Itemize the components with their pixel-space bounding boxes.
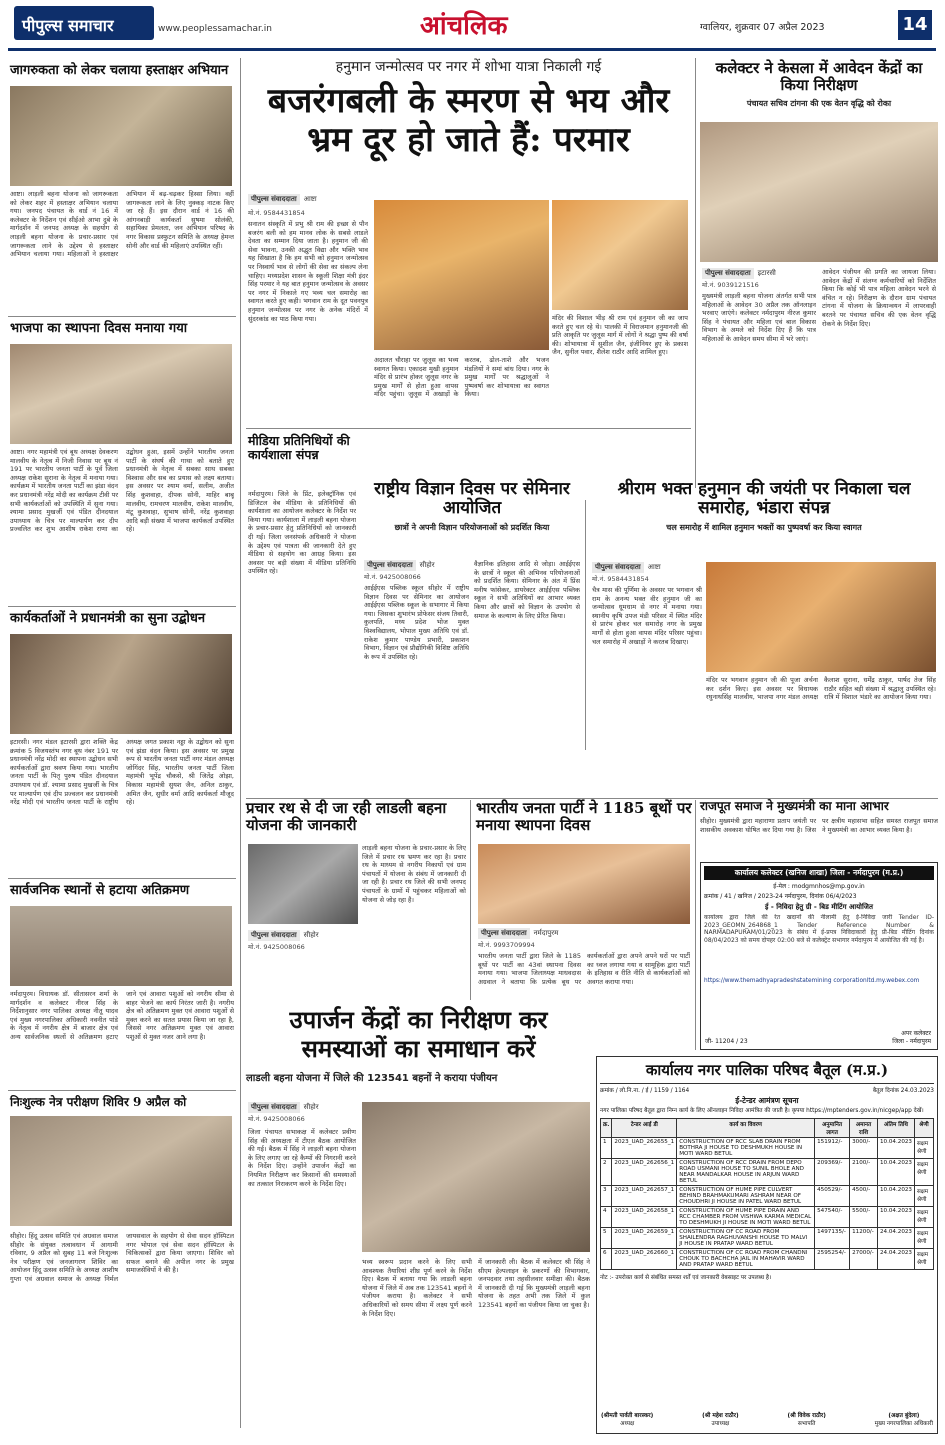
tender-table-cell: 24.04.2023	[877, 1228, 914, 1249]
tender-table-cell: 450529/-	[815, 1186, 850, 1207]
article-signature-campaign	[8, 60, 236, 320]
tender-table-row	[601, 1207, 934, 1228]
tender-table-cell: 2023_UAD_262658_1	[612, 1207, 677, 1228]
article-text: आईईएस पब्लिक स्कूल सीहोर में राष्ट्रीय विज्ञान दिवस पर सेमिनार का आयोजन आईईएस पब्लिक स्कूल के सभागार में किया गया। जिसका शुभारंभ प्रोफेसर संजय तिवारी, कुलपति, मध्य प्रदेश भोज मुक्त विश्वविद्यालय, भोपाल मुख्य अतिथि एवं डॉ. राकेश कुमार पाण्डेय प्रभारी, प्रकाशन विभाग, विज्ञान एवं प्रौद्योगिकी विशिष्ट अतिथि के रूप में उपस्थित रहे।	[364, 584, 469, 661]
lead-text: सनातन संस्कृति में प्रभु श्री राम की इच्छा से पौन बजरंग बली को हम मानव लोक के सबसे लाडले देवता का सम्मान दिया जाता है। हनुमान जी की सेवा भावना, उनकी अद्भुत विद्या और भक्ति भाव यह सिखाता है कि हम सभी को हनुमान जन्मोत्सव पर निस्वार्थ भाव से लोगों की सेवा का संकल्प लेना चाहिए। मध्यप्रदेश शासन के स्कूली शिक्षा मंत्री इंदर सिंह परमार ने यह बात हनुमान जन्मोत्सव के अवसर पर नगर में निकाले गए भव्य चल समारोह का स्वागत करते हुए कही। भगवान राम के दूत पवनपुत्र हनुमान जन्मोत्सव पर नगर के अनेक मंदिरों में सुंदरकांड का पाठ किया गया।	[248, 220, 368, 323]
byline-reporter: पीपुल्स संवाददाता	[702, 268, 754, 279]
col-header: कार्य का विवरण	[677, 1119, 815, 1138]
tender-table-cell: 3000/-	[850, 1138, 878, 1159]
tender-table-cell: CONSTRUCTION OF RCC SLAB DRAIN FROM BOTHRA JI HOUSE TO DESHMUKH HOUSE IN MOTI WARD BETUL	[677, 1138, 815, 1159]
article-science-day	[362, 480, 582, 780]
byline-mobile: मो.नं. 9425008066	[248, 1115, 305, 1123]
tender-table-row	[601, 1249, 934, 1270]
byline-place: सीहोर	[419, 561, 435, 569]
article-text-2: वैज्ञानिक इतिहास आदि से जोड़ा। आईईएस के छात्रों ने स्कूल की अभिनव परियोजनाओं को प्रदर्शित किया। सेमिनार के अंत में प्रिंस मनीष फांसेकर, डायरेक्टर आईईएस पब्लिक स्कूल ने सभी अतिथियों का आभार व्यक्त किया और छात्रों को विज्ञान के उपयोग से समाज के कल्याण के लिए प्रेरित किया।	[474, 560, 580, 620]
headline: कार्यकर्ताओं ने प्रधानमंत्री का सुना उद्बोधन	[10, 611, 206, 626]
tender-table-cell: 10.04.2023	[877, 1138, 914, 1159]
tender-table-cell: 6	[601, 1249, 612, 1270]
column-divider	[470, 800, 471, 1000]
byline-place: आष्टा	[303, 195, 317, 203]
photo-procession-2	[552, 200, 688, 310]
tender-table-cell: 27000/-	[850, 1249, 878, 1270]
article-pm-address	[8, 608, 236, 880]
byline-reporter: पीपुल्स संवाददाता	[248, 1102, 300, 1113]
subheadline: छात्रों ने अपनी विज्ञान परियोजनाओं को प्रदर्शित किया	[394, 523, 550, 533]
article-text-3: में जानकारी ली। बैठक में कलेक्टर श्री सिंह ने सीएम हेल्पलाइन के प्रकरणों की विभागवार, जनपदवार तथा तहसीलवार समीक्षा की। बैठक में जानकारी दी गई कि मुख्यमंत्री लाड़ली बहना योजना के तहत अभी तक जिले में कुल 123541 बहनों का पंजीयन किया जा चुका है।	[478, 1258, 590, 1309]
byline	[364, 560, 435, 571]
photo-collector-inspection	[700, 122, 938, 262]
tender-table-row	[601, 1138, 934, 1159]
article-text-2: भव्य स्वरूप प्रदान करने के लिए सभी आवश्यक तैयारियां शीघ्र पूर्ण करने के निर्देश दिए। बैठक में बताया गया कि लाडली बहना योजना में जिले में अब तक 123541 बहनों ने पंजीयन कराया है। कलेक्टर ने सभी अधिकारियों को समय सीमा में लक्ष्य पूर्ण करने के निर्देश दिए।	[362, 1258, 472, 1318]
section-label: आंचलिक	[420, 11, 508, 41]
subheadline: पंचायत सचिव टांगना की एक वेतन वृद्धि को रोका	[746, 98, 892, 108]
signatory-role: उपाध्यक्ष	[711, 1421, 730, 1427]
tender-table-cell: 151912/-	[815, 1138, 850, 1159]
ad-title: कार्यालय कलेक्टर (खनिज शाखा) जिला - नर्मदापुरम (म.प्र.)	[704, 866, 934, 880]
byline-place: सीहोर	[303, 1103, 319, 1111]
ad-ref: क्रमांक / 41 / खनिज / 2023-24 नर्मदापुरम, दिनांक 06/4/2023	[704, 893, 857, 900]
tender-table-cell: 5500/-	[850, 1207, 878, 1228]
headline: कलेक्टर ने केसला में आवेदन केंद्रों का किया निरीक्षण	[715, 59, 923, 94]
tender-table-cell: CONSTRUCTION OF HUME PIPE DRAIN AND RCC CHAMBER FROM VISHWA KARMA MEDICAL TO DESHMUKH JI HOUSE IN MOTI WARD BETUL	[677, 1207, 815, 1228]
ad-link[interactable]: https://www.themadhyapradeshstatemining corporationltd.my.webex.com	[704, 978, 920, 984]
article-eye-camp	[8, 1092, 236, 1432]
ad-footer-ref: जी- 11204 / 23	[705, 1038, 748, 1045]
tender-table-header	[601, 1119, 934, 1138]
tender-table-cell: सक्षम श्रेणी	[915, 1186, 934, 1207]
tender-table-cell: CONSTRUCTION OF RCC DRAIN FROM DEPO ROAD USMANI HOUSE TO SUNIL BHOLE AND NEAR MANDALKAR HOUSE IN ARJUN WARD BETUL	[677, 1159, 815, 1186]
tender-table-cell: 4	[601, 1207, 612, 1228]
headline: प्रचार रथ से दी जा रही लाडली बहना योजना की जानकारी	[246, 799, 447, 834]
tender-table-cell: 11200/-	[850, 1228, 878, 1249]
lead-text-2: अदालत चौराहा पर जुलूस का भव्य स्वागत किया। एकादश मुखी हनुमान मंदिर से प्रारंभ होकर जुलूस नगर के प्रमुख मार्गों से होता हुआ वापस मंदिर पहुंचा। जुलूस में अखाड़ों के करतब, ढोल-ताशे और भजन मंडलियों ने समां बांध दिया। नगर के प्रमुख मार्गों पर श्रद्धालुओं ने पुष्पवर्षा कर शोभायात्रा का स्वागत किया।	[374, 356, 549, 399]
ad-collector-mining	[700, 862, 938, 1050]
subheadline: लाडली बहना योजना में जिले की 123541 बहनों ने कराया पंजीयन	[246, 1072, 498, 1084]
byline	[248, 194, 317, 205]
article-text: भारतीय जनता पार्टी द्वारा जिले के 1185 बूथों पर पार्टी का 43वां स्थापना दिवस मनाया गया। भाजपा जिलाध्यक्ष माधवदास अग्रवाल ने बताया कि प्रत्येक बूथ पर कार्यकर्ताओं द्वारा अपने अपने घरों पर पार्टी का ध्वज लगाया गया व सामूहिक द्वारा पार्टी के इतिहास व रीति नीति से कार्यकर्ताओं को अवगत कराया गया।	[478, 952, 690, 986]
signatory	[601, 1411, 653, 1427]
ad-signatories	[601, 1411, 933, 1427]
ad-ref: क्रमांक / लो.नि.ना. / ई / 1159 / 1164	[600, 1088, 690, 1094]
tender-table-cell: CONSTRUCTION OF HUME PIPE CULVERT BEHIND BRAHMAKUMARI ASHRAM NEAR OF CHOUDHRI JI HOUSE IN PATEL WARD BETUL	[677, 1186, 815, 1207]
article-text-2: मंदिर पर भगवान हनुमान जी की पूजा अर्चना कर दर्शन किए। इस अवसर पर विधायक रघुनाथसिंह मालवीय, भाजपा नगर मंडल अध्यक्ष कैलाश सुराना, धर्मेंद्र ठाकुर, पार्षद तेज सिंह राठौर सहित बड़ी संख्या में श्रद्धालु उपस्थित रहे। रात्रि में विशाल भंडारे का आयोजन किया गया।	[706, 676, 936, 702]
photo-signature-campaign	[10, 86, 232, 186]
ad-ref-row	[600, 1086, 934, 1094]
tender-table-cell: 24.04.2023	[877, 1249, 914, 1270]
article-text: आष्टा। नगर महामंत्री एवं बूथ अध्यक्ष देवकरण मालवीय के नेतृत्व में निजी निवास पर बूथ नं 191 पर भारतीय जनता पार्टी के पूर्व जिला अध्यक्ष राकेश सुराना के नेतृत्व में मनाया गया। कार्यक्रम में भारतीय जनता पार्टी का झंडा वंदन कर प्रधानमंत्री नरेंद्र मोदी का कार्यक्रम टीवी पर सभी कार्यकर्ताओं को उपस्थिति में सुना गया। श्यामा प्रसाद मुखर्जी एवं पंडित दीनदयाल उपाध्याय के चित्र पर माल्यार्पण कर दीप प्रज्वलित कर शुभ आशीष राकेश राणा का उद्बोधन हुआ, इसमें उन्होंने भारतीय जनता पार्टी के संघर्ष की गाथा को बताते हुए प्रधानमंत्री के नेतृत्व में सबका साथ सबका विश्वास और सब का प्रयास को लक्ष्य बताया। इस अवसर पर श्याम वर्मा, सलीम, अजीत सिंह कुशवाहा, दीपक सोनी, माहिर बाबू मालवीय, रामचरण मालवीय, राकेश मालवीय, मंटू कुशवाहा, सुभाष सोनी, नरेंद्र कुशवाहा आदि बड़ी संख्या में भाजपा कार्यकर्ता उपस्थित रहे।	[10, 448, 234, 534]
byline-place: आष्टा	[647, 563, 661, 571]
article-collector-inspection	[700, 60, 938, 490]
column-divider	[240, 58, 241, 1428]
signatory-name: (श्री विवेक राठौर)	[787, 1413, 826, 1419]
ad-note: नोट :- उपरोक्त कार्य से संबंधित समस्त शर्तें एवं जानकारी वेबसाइट पर उपलब्ध है।	[600, 1275, 772, 1281]
byline-mobile: मो.नं. 9425008066	[364, 573, 421, 581]
byline-reporter: पीपुल्स संवाददाता	[364, 560, 416, 571]
byline	[248, 1102, 319, 1113]
article-bjp-booths	[476, 800, 692, 1000]
ad-title: कार्यालय नगर पालिका परिषद बैतूल (म.प्र.)	[600, 1060, 934, 1084]
article-media-workshop	[246, 430, 358, 770]
column-divider	[695, 800, 696, 1050]
tender-table-cell: 10.04.2023	[877, 1207, 914, 1228]
byline-mobile: मो.नं. 9584431854	[592, 575, 649, 583]
byline	[592, 562, 661, 573]
lead-text-3: मंदिर की विशाल भीड़ श्री राम एवं हनुमान जी का जाप करते हुए चल रहे थे। पालकी में विराजमान हनुमानजी की प्रति आकृति पर जुलूस मार्ग में लोगों ने श्रद्धा पुष्प की वर्षा की। शोभायात्रा में सुशील जैन, इंजीनियर हुए के प्रकाश जैन, सुनील पवार, शैलेश राठौर आदि शामिल हुए।	[552, 314, 688, 357]
byline-mobile: मो.नं. 9425008066	[248, 943, 305, 951]
headline: राजपूत समाज ने मुख्यमंत्री का माना आभार	[700, 799, 889, 813]
byline-place: सीहोर	[303, 931, 319, 939]
article-text: इटारसी। नगर मंडल इटारसी द्वारा शक्ति केंद्र क्रमांक 5 विजयस्तंभ नगर बूथ नंबर 191 पर प्रधानमंत्री नरेंद्र मोदी का स्थापना उद्बोधन सभी कार्यकर्ताओं द्वारा श्रवण किया गया। भारतीय जनता पार्टी के पितृ पुरुष पंडित दीनदयाल उपाध्याय एवं डॉ. श्यामा प्रसाद मुखर्जी के चित्र पर माल्यार्पण एवं दीप प्रज्वलन कर प्रधानमंत्री नरेंद्र मोदी एवं भारतीय जनता पार्टी के राष्ट्रीय अध्यक्ष जगत प्रकाश नड्डा के उद्बोधन को सुना एवं झंडा वंदन किया। इस अवसर पर प्रमुख रूप से भारतीय जनता पार्टी नगर मंडल अध्यक्ष जोगिंदर सिंह, भारतीय जनता पार्टी जिला महामंत्री भूपेंद्र चौकसे, श्री जितेंद्र ओझा, विकास महामंत्री सुयश जैन, अनिल ठाकुर, अमित जैन, सुधीर वर्मा आदि कार्यकर्ता मौजूद रहे।	[10, 738, 234, 807]
photo-prachar-rath	[248, 844, 358, 924]
article-procurement-centers	[246, 1006, 591, 1431]
byline-mobile: मो.नं. 9993709994	[478, 941, 535, 949]
tender-table-row	[601, 1159, 934, 1186]
ad-date: बैतूल दिनांक 24.03.2023	[872, 1088, 934, 1094]
article-text-2: आवेदन पंजीयन की प्रगति का जायजा लिया। आवेदन केंद्रों में संलग्न कर्मचारियों को निर्देशित किया कि कोई भी पात्र महिला आवेदन भरने से वंचित न रहे। निरीक्षण के दौरान ग्राम पंचायत टांगना में योजना के क्रियान्वयन में लापरवाही बरतने पर पंचायत सचिव की एक वेतन वृद्धि रोकने के निर्देश दिए।	[822, 268, 936, 328]
byline-place: इटारसी	[757, 269, 776, 277]
masthead	[0, 0, 945, 62]
section-divider	[8, 606, 236, 607]
tender-table-cell: सक्षम श्रेणी	[915, 1159, 934, 1186]
tender-table-cell: CONSTRUCTION OF CC ROAD FROM CHANDNI CHOUK TO BACHCHA JAIL IN MAHAVIR WARD AND PRATAP WARD BETUL	[677, 1249, 815, 1270]
tender-table-cell: 1	[601, 1138, 612, 1159]
headline: श्रीराम भक्त हनुमान की जयंती पर निकाला चल समारोह, भंडारा संपन्न	[617, 479, 911, 519]
lead-story	[246, 60, 691, 490]
ad-signature: अपर कलेक्टर जिला - नर्मदापुरम	[892, 1030, 931, 1045]
col-header: अनुमानित लागत	[815, 1119, 850, 1138]
byline-place: नर्मदापुरम	[533, 929, 559, 937]
photo-procurement-meeting	[362, 1102, 590, 1252]
dateline: ग्वालियर, शुक्रवार 07 अप्रैल 2023	[700, 22, 825, 33]
tender-table-cell: 2	[601, 1159, 612, 1186]
tender-table-cell: 2595254/-	[815, 1249, 850, 1270]
photo-eye-camp	[10, 1116, 232, 1226]
signatory	[702, 1411, 739, 1427]
tender-table-cell: 1497135/-	[815, 1228, 850, 1249]
tender-table-row	[601, 1186, 934, 1207]
byline-mobile: मो.नं. 9584431854	[248, 209, 305, 217]
headline: मीडिया प्रतिनिधियों की कार्यशाला संपन्न	[248, 433, 350, 462]
article-prachar-rath	[246, 800, 468, 1000]
article-text: लाड़ली बहना योजना के प्रचार-प्रसार के लिए जिले में प्रचार रथ भ्रमण कर रहा है। प्रचार रथ के माध्यम से नगरीय निकायों एवं ग्राम पंचायतों में योजना के संबंध में जानकारी दी जा रही है। प्रचार रथ जिले की सभी जनपद पंचायतों के ग्रामों में पहुंचकर महिलाओं को योजना से जोड़ रहा है।	[362, 844, 466, 904]
section-divider	[8, 1090, 236, 1091]
tender-table-cell: सक्षम श्रेणी	[915, 1249, 934, 1270]
ad-body: नगर पालिका परिषद बैतूल द्वारा निम्न कार्य के लिए ऑनलाइन निविदा आमंत्रित की जाती है। कृपया https://mptenders.gov.in/nicgep/app देखें।	[600, 1108, 924, 1114]
byline-reporter: पीपुल्स संवाददाता	[592, 562, 644, 573]
tender-table-row	[601, 1228, 934, 1249]
photo-encroachment	[10, 906, 232, 986]
tender-table-cell: 4500/-	[850, 1186, 878, 1207]
byline-reporter: पीपुल्स संवाददाता	[478, 928, 530, 939]
photo-hanuman-procession	[706, 562, 936, 672]
page-number: 14	[902, 14, 928, 35]
subheadline: चल समारोह में शामिल हनुमान भक्तों का पुष्पवर्षा कर किया स्वागत	[666, 523, 862, 533]
col-header: टेन्डर आई डी	[612, 1119, 677, 1138]
tender-table-cell: 3	[601, 1186, 612, 1207]
article-text: सीहोर। मुख्यमंत्री द्वारा महाराणा प्रताप जयंती पर शासकीय अवकाश घोषित कर दिया गया है। जिस पर क्षत्रीय महासभा सहित समस्त राजपूत समाज ने मुख्यमंत्री का आभार व्यक्त किया है।	[700, 817, 938, 835]
signatory-name: (श्री महेश राठौर)	[702, 1413, 739, 1419]
tender-table-cell: 2100/-	[850, 1159, 878, 1186]
masthead-rule	[8, 48, 936, 51]
ad-notice-title: ई-टेन्डर आमंत्रण सूचना	[735, 1096, 799, 1105]
section-title	[420, 6, 540, 40]
byline-reporter: पीपुल्स संवाददाता	[248, 930, 300, 941]
tender-table-cell: 2023_UAD_262659_1	[612, 1228, 677, 1249]
signatory-role: अध्यक्ष	[620, 1421, 635, 1427]
headline: सार्वजनिक स्थानों से हटाया अतिक्रमण	[10, 883, 190, 898]
article-hanuman-jayanti	[590, 480, 938, 790]
headline: भारतीय जनता पार्टी ने 1185 बूथों पर मनाया स्थापना दिवस	[476, 799, 692, 834]
tender-table-cell: सक्षम श्रेणी	[915, 1207, 934, 1228]
tender-table-cell: 2023_UAD_262655_1	[612, 1138, 677, 1159]
tender-table-cell: 5	[601, 1228, 612, 1249]
col-header: श्रेणी	[915, 1119, 934, 1138]
article-text: आष्टा। लाड़ली बहना योजना को जागरूकता को लेकर शहर में हस्ताक्षर अभियान चलाया गया। जनपद पंचायत के वार्ड नं 16 में कलेक्टर के निर्देशन एवं सीईओ आभा दुबे के मार्गदर्शन में जनपद अध्यक्ष के सहयोग से लाड़ली बहना योजना के प्रचार-प्रसार एवं जागरूकता लाने के उद्देश्य से हस्ताक्षर अभियान चलाया गया। महिलाओं ने हस्ताक्षर अभियान में बढ़-चढ़कर हिस्सा लिया। वहीं जागरूकता लाने के लिए नुक्कड़ नाटक किए जा रहे हैं। इस दौरान वार्ड नं 16 की आंगनबाड़ी कार्यकर्ता सुषमा सोलंकी, सहायिका प्रेमलता, जन अभियान परिषद के नगर विकास प्रस्फुटन समिति के अध्यक्ष हेमन्त सोनी और वार्ड की महिलाएं उपस्थित रहीं।	[10, 190, 234, 259]
tender-table-cell: 10.04.2023	[877, 1186, 914, 1207]
headline: राष्ट्रीय विज्ञान दिवस पर सेमिनार आयोजित	[374, 479, 570, 519]
tender-table-cell: 547540/-	[815, 1207, 850, 1228]
tender-table-body	[601, 1138, 934, 1270]
ad-body: कार्यालय द्वारा जिले की रेत खदानों की नीलामी हेतु ई-निविदा जारी Tender ID- 2023_GEOMN_264868_1 Tender Reference Number & NARMADAPURAM/01/2023 के संबंध में ई-प्रपत्र निविदाकारों हेतु प्री-बिड मीटिंग दिनांक 08/04/2023 को समय दोपहर 02:00 बजे से कलेक्ट्रेट सभागार नर्मदापुरम में आयोजित की गई है।	[704, 914, 934, 944]
page-number-box	[898, 10, 932, 40]
headline: उपार्जन केंद्रों का निरीक्षण कर समस्याओं का समाधान करें	[289, 1005, 548, 1063]
article-foundation-day	[8, 318, 236, 608]
col-header: क्र.	[601, 1119, 612, 1138]
section-divider	[246, 428, 691, 429]
headline: भाजपा का स्थापना दिवस मनाया गया	[10, 321, 188, 336]
photo-foundation-day	[10, 344, 232, 444]
article-text: सीहोर। हिंदू उत्सव समिति एवं अग्रवाल समाज सीहोर के संयुक्त तत्वावधान में आगामी रविवार, 9 अप्रैल को सुबह 11 बजे निःशुल्क नेत्र परीक्षण एवं जनजागरण शिविर का आयोजन हिंदू उत्सव समिति के अध्यक्ष आशीष गुप्ता एवं अग्रवाल समाज के अध्यक्ष निर्मल जायसवाल के सहयोग से सेवा सदन हॉस्पिटल नगर भोपाल एवं सेवा सदन हॉस्पिटल के चिकित्सकों द्वारा किया जाएगा। शिविर को सफल बनाने की अपील नगर के प्रमुख समाजसेवियों ने की है।	[10, 1232, 234, 1283]
photo-pm-address	[10, 634, 232, 734]
byline	[702, 268, 776, 279]
tender-table-cell: CONSTRUCTION OF CC ROAD FROM SHAILENDRA RAGHUVANSHI HOUSE TO MALVI JI HOUSE IN PRATAP WARD BETUL	[677, 1228, 815, 1249]
article-text: नर्मदापुरम। विधायक डॉ. सीतासरन शर्मा के मार्गदर्शन व कलेक्टर नीरज सिंह के निर्देशानुसार नगर पालिका अध्यक्ष नीतू यादव एवं मुख्य नगरपालिका अधिकारी नवनीत पांडे के नेतृत्व में नगरीय क्षेत्र में बाजार क्षेत्र एवं अन्य सार्वजनिक स्थलों से अतिक्रमण हटाए जाने एवं आवारा पशुओं को नगरीय सीमा से बाहर भेजने का कार्य निरंतर जारी है। नगरीय क्षेत्र को अतिक्रमण मुक्त एवं आवारा पशुओं से मुक्त करने का सतत प्रयास किया जा रहा है, जिससे नगर अतिक्रमण मुक्त एवं आवारा पशुओं से मुक्त नजर आने लगा है।	[10, 990, 234, 1041]
tender-table-cell: 2023_UAD_262656_1	[612, 1159, 677, 1186]
photo-bjp-booths	[478, 844, 690, 924]
article-text: नर्मदापुरम। जिले के प्रिंट, इलेक्ट्रॉनिक एवं डिजिटल वेब मीडिया के प्रतिनिधियों की कार्यशाला का आयोजन कलेक्टर के निर्देश पर किया गया। कार्यशाला में लाड़ली बहना योजना के प्रचार-प्रसार हेतु प्रतिनिधियों को जानकारी दी गई। जिला जनसंपर्क अधिकारी ने योजना के उद्देश्य एवं पात्रता की जानकारी देते हुए मीडिया से सहयोग का आग्रह किया। इस अवसर पर बड़ी संख्या में मीडिया प्रतिनिधि उपस्थित रहे।	[248, 490, 356, 576]
signatory	[787, 1411, 825, 1427]
column-divider	[695, 58, 696, 488]
tender-table-cell: 2023_UAD_262657_1	[612, 1186, 677, 1207]
article-rajput-samaj	[700, 800, 938, 860]
byline-mobile: मो.नं. 9039121516	[702, 281, 759, 289]
headline: जागरुकता को लेकर चलाया हस्ताक्षर अभियान	[10, 63, 229, 78]
paper-logo	[14, 6, 154, 40]
tender-table-cell: 209369/-	[815, 1159, 850, 1186]
photo-procession-1	[374, 200, 549, 350]
signatory	[875, 1411, 933, 1427]
tender-table-cell: 10.04.2023	[877, 1159, 914, 1186]
col-header: अमानत राशि	[850, 1119, 878, 1138]
tender-table	[600, 1118, 934, 1270]
article-text: मुख्यमंत्री लाड़ली बहना योजना अंतर्गत सभी पात्र महिलाओं के आवेदन 30 अप्रैल तक ऑनलाइन भरवाए जाएंगे। कलेक्टर नर्मदापुरम नीरज कुमार सिंह ने पंचायत और महिला एवं बाल विकास विभाग के अमले को निर्देश दिए हैं कि पात्र महिलाओं के आवेदन समय सीमा में भरे जाएं।	[702, 292, 816, 343]
column-divider	[585, 500, 586, 750]
col-header: अंतिम तिथि	[877, 1119, 914, 1138]
article-text: जिला पंचायत सभाकक्ष में कलेक्टर प्रवीण सिंह की अध्यक्षता में टीएल बैठक आयोजित की गई। बैठक में सिंह ने लाड़ली बहना योजना के लिए लगाए जा रहे कैम्पों की निगरानी करने के निर्देश दिए। उन्होंने उपार्जन केंद्रों का नियमित निरीक्षण कर किसानों की समस्याओं का तत्काल निराकरण करने के निर्देश दिए।	[248, 1128, 356, 1188]
lead-headline: बजरंगबली के स्मरण से भय और भ्रम दूर हो जाते हैं: परमार	[267, 80, 670, 160]
article-text: चैत्र मास की पूर्णिमा के अवसर पर भगवान श्री राम के अनन्य भक्त वीर हनुमान जी का जन्मोत्सव धूमधाम से नगर में मनाया गया। स्थानीय कृषि उपज मंडी परिसर में स्थित मंदिर से प्रारंभ होकर चल समारोह नगर के प्रमुख मार्गों से होता हुआ वापस मंदिर परिसर पहुंचा। चल समारोह में अखाड़ों ने करतब दिखाए।	[592, 586, 702, 646]
tender-table-cell: 2023_UAD_262660_1	[612, 1249, 677, 1270]
kicker: हनुमान जन्मोत्सव पर नगर में शोभा यात्रा निकाली गई	[335, 59, 602, 75]
signatory-name: (श्रीमती पार्वती बारस्कर)	[601, 1413, 654, 1419]
section-divider	[8, 316, 236, 317]
tender-table-cell: सक्षम श्रेणी	[915, 1138, 934, 1159]
paper-name: पीपुल्स समाचार	[22, 16, 114, 35]
article-encroachment	[8, 880, 236, 1090]
signatory-name: (अक्षत बुंदेला)	[888, 1413, 920, 1419]
website-url: www.peoplessamachar.in	[158, 24, 272, 34]
headline: निःशुल्क नेत्र परीक्षण शिविर 9 अप्रैल को	[10, 1095, 187, 1109]
signatory-role: सभापति	[797, 1421, 816, 1427]
byline	[248, 930, 319, 941]
ad-betul-municipality	[596, 1056, 938, 1434]
byline-reporter: पीपुल्स संवाददाता	[248, 194, 300, 205]
section-divider	[8, 878, 236, 879]
ad-notice-title: ई - निविदा हेतु ग्री - बिड मीटिंग आयोजित	[764, 903, 873, 911]
tender-table-cell: सक्षम श्रेणी	[915, 1228, 934, 1249]
signatory-role: मुख्य नगरपालिका अधिकारी	[874, 1421, 933, 1427]
ad-email: ई-मेल : modgmnhos@mp.gov.in	[773, 883, 865, 890]
byline	[478, 928, 558, 939]
